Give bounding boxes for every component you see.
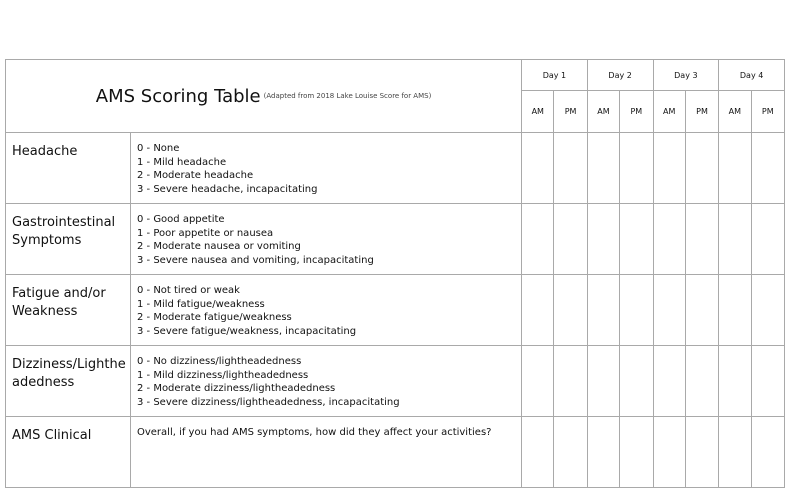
day-header: Day 4 [719,60,785,91]
score-cell[interactable] [719,204,751,275]
option-line: 1 - Mild fatigue/weakness [136,298,265,310]
option-line: 2 - Moderate fatigue/weakness [136,312,292,324]
table-row-gastrointestinal [6,204,785,275]
period-header-am: AM [587,91,619,133]
score-cell[interactable] [653,417,685,488]
symptom-category: Fatigue and/or Weakness [6,275,131,346]
option-line: 0 - Not tired or weak [136,285,240,296]
score-cell[interactable] [751,417,784,488]
score-cell[interactable] [719,275,751,346]
symptom-options [130,346,521,417]
score-cell[interactable] [653,275,685,346]
score-cell[interactable] [554,417,587,488]
score-cell[interactable] [685,204,718,275]
option-line: 3 - Severe fatigue/weakness, incapacitating [136,326,357,338]
score-cell[interactable] [685,417,718,488]
day-header: Day 1 [522,60,588,91]
option-line: 0 - No dizziness/lightheadedness [136,356,302,367]
symptom-category: Gastrointestinal Symptoms [6,204,131,275]
symptom-category: AMS Clinical [6,417,131,488]
score-cell[interactable] [653,204,685,275]
period-header-pm: PM [685,91,718,133]
period-header-pm: PM [554,91,587,133]
score-cell[interactable] [522,346,554,417]
score-cell[interactable] [653,133,685,204]
option-line: 2 - Moderate headache [136,170,254,182]
score-cell[interactable] [587,275,619,346]
option-line: 1 - Mild dizziness/lightheadedness [136,369,309,381]
score-cell[interactable] [554,346,587,417]
symptom-options [130,417,521,488]
score-cell[interactable] [554,275,587,346]
period-header-pm: PM [620,91,653,133]
option-line: 3 - Severe dizziness/lightheadedness, incapacitating [136,397,400,409]
table-row-ams-clinical [6,417,785,488]
table-title: AMS Scoring Table [95,85,261,107]
symptom-category: Dizziness/Lightheadedness [6,346,131,417]
symptom-options [130,275,521,346]
table-subtitle: (Adapted from 2018 Lake Louise Score for AMS) [263,92,432,100]
score-cell[interactable] [751,133,784,204]
score-cell[interactable] [587,204,619,275]
symptom-options [130,133,521,204]
day-header: Day 2 [587,60,653,91]
score-cell[interactable] [719,417,751,488]
score-cell[interactable] [620,346,653,417]
score-cell[interactable] [751,346,784,417]
option-line: 2 - Moderate dizziness/lightheadedness [136,383,336,395]
score-cell[interactable] [522,275,554,346]
ams-scoring-table [5,59,785,488]
score-cell[interactable] [522,204,554,275]
score-cell[interactable] [653,346,685,417]
score-cell[interactable] [685,346,718,417]
option-line: 0 - None [136,143,180,154]
score-cell[interactable] [685,133,718,204]
score-cell[interactable] [620,275,653,346]
score-cell[interactable] [587,346,619,417]
option-line: 1 - Mild headache [136,156,227,168]
day-header: Day 3 [653,60,719,91]
period-header-am: AM [522,91,554,133]
score-cell[interactable] [587,417,619,488]
table-title-cell [6,60,522,133]
header-row [6,60,785,91]
option-line: 3 - Severe nausea and vomiting, incapacitating [136,255,374,267]
option-line: Overall, if you had AMS symptoms, how did they affect your activities? [136,427,492,438]
score-cell[interactable] [522,417,554,488]
table-row-headache [6,133,785,204]
score-cell[interactable] [685,275,718,346]
option-line: 0 - Good appetite [136,214,225,225]
option-line: 1 - Poor appetite or nausea [136,227,274,239]
period-header-pm: PM [751,91,784,133]
score-cell[interactable] [522,133,554,204]
score-cell[interactable] [719,346,751,417]
score-cell[interactable] [554,204,587,275]
score-cell[interactable] [620,417,653,488]
option-line: 2 - Moderate nausea or vomiting [136,241,301,253]
period-header-am: AM [653,91,685,133]
score-cell[interactable] [620,133,653,204]
symptom-category: Headache [6,133,131,204]
symptom-options [130,204,521,275]
score-cell[interactable] [554,133,587,204]
score-cell[interactable] [719,133,751,204]
score-cell[interactable] [620,204,653,275]
option-line: 3 - Severe headache, incapacitating [136,184,318,196]
table-row-fatigue [6,275,785,346]
score-cell[interactable] [751,275,784,346]
period-header-am: AM [719,91,751,133]
score-cell[interactable] [751,204,784,275]
table-row-dizziness [6,346,785,417]
score-cell[interactable] [587,133,619,204]
